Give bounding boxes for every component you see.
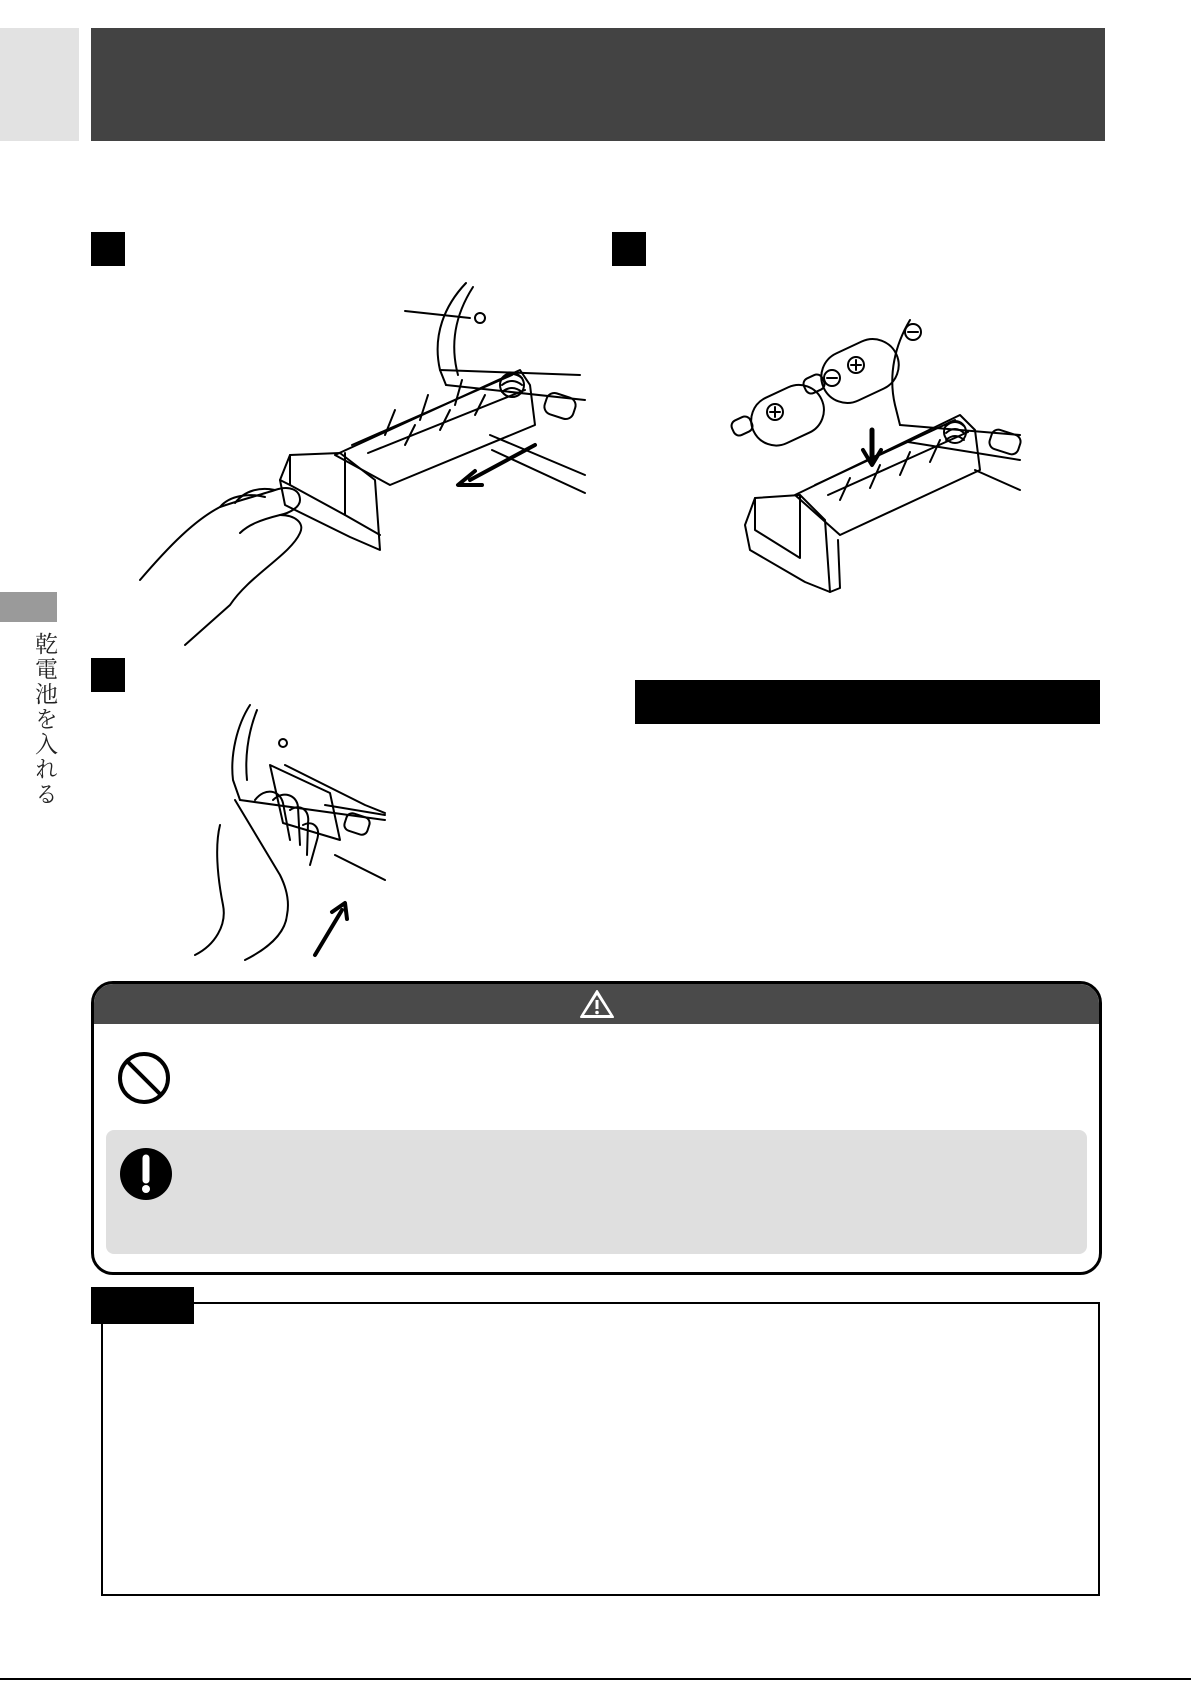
page-title-bar bbox=[91, 28, 1105, 141]
caution-panel bbox=[91, 981, 1102, 1275]
side-index-marker bbox=[0, 592, 57, 622]
step-3-marker bbox=[91, 658, 125, 692]
pull-arrow bbox=[470, 445, 535, 480]
footer-rule bbox=[0, 1678, 1191, 1680]
step-1-marker bbox=[91, 232, 125, 266]
memo-box bbox=[101, 1302, 1100, 1596]
minus-circle-icon bbox=[824, 370, 840, 386]
battery-left bbox=[743, 377, 832, 454]
minus-circle-icon bbox=[905, 324, 921, 340]
step-2-marker bbox=[612, 232, 646, 266]
close-holder-illustration bbox=[195, 705, 395, 960]
indicator-hole bbox=[475, 313, 485, 323]
plus-circle-icon bbox=[848, 357, 864, 373]
corner-tab bbox=[0, 28, 79, 141]
memo-tab bbox=[91, 1287, 194, 1324]
warning-triangle-icon bbox=[579, 989, 615, 1019]
plus-circle-icon bbox=[767, 404, 783, 420]
prohibited-circle-icon bbox=[116, 1050, 172, 1106]
section-heading-bar bbox=[635, 680, 1100, 724]
side-index-label: 乾電池を入れる bbox=[31, 632, 57, 807]
caution-header bbox=[94, 984, 1099, 1024]
exclamation-circle-icon bbox=[118, 1146, 174, 1202]
push-arrow bbox=[315, 910, 342, 955]
mandatory-note-panel bbox=[106, 1130, 1087, 1254]
indicator-hole bbox=[279, 739, 287, 747]
insert-batteries-illustration bbox=[720, 320, 1040, 610]
open-holder-illustration bbox=[140, 275, 590, 645]
